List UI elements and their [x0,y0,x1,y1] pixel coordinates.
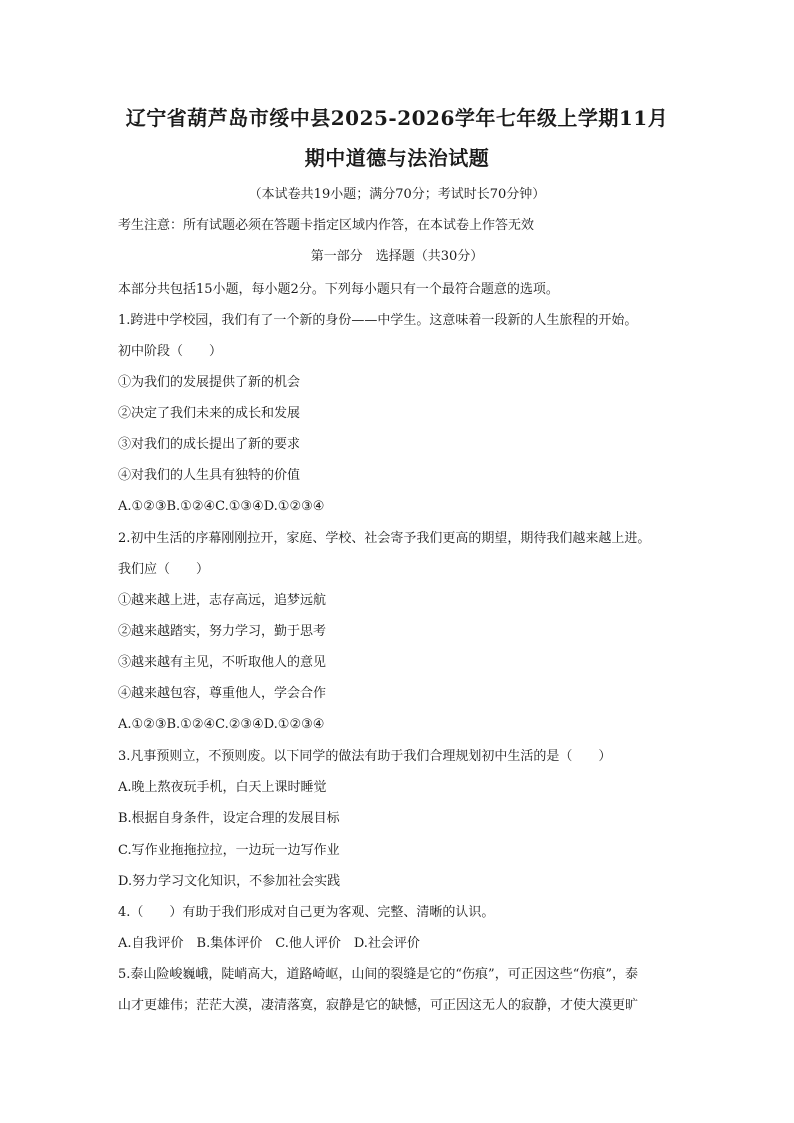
question-3-choice-c: C.写作业拖拖拉拉，一边玩一边写作业 [118,843,340,858]
question-2-item-2: ②越来越踏实，努力学习，勤于思考 [118,624,327,639]
exam-notice: 考生注意：所有试题必须在答题卡指定区域内作答，在本试卷上作答无效 [118,218,535,233]
question-5-stem-line-2: 山才更雄伟；茫茫大漠，凄清落寞，寂静是它的缺憾，可正因这无人的寂静，才使大漠更旷 [118,998,639,1013]
question-2-stem-line-2: 我们应（ ） [118,562,210,577]
part-heading: 第一部分 选择题（共30分） [310,249,484,264]
exam-title-line-2: 期中道德与法治试题 [304,146,490,170]
question-5-stem-line-1: 5.泰山险峻巍峨，陡峭高大，道路崎岖，山间的裂缝是它的“伤痕”，可正因这些“伤痕”，泰 [118,967,638,982]
question-3-stem: 3.凡事预则立，不预则废。以下同学的做法有助于我们合理规划初中生活的是（ ） [118,749,612,764]
question-4-stem: 4.（ ）有助于我们形成对自己更为客观、完整、清晰的认识。 [118,905,495,920]
question-1-options: A.①②③B.①②④C.①③④D.①②③④ [118,499,325,514]
question-1-item-3: ③对我们的成长提出了新的要求 [118,437,301,452]
question-3-choice-a: A.晚上熬夜玩手机，白天上课时睡觉 [118,780,327,795]
question-4-options: A.自我评价 B.集体评价 C.他人评价 D.社会评价 [118,936,420,951]
question-3-choice-d: D.努力学习文化知识，不参加社会实践 [118,874,341,889]
question-1-stem-line-1: 1.跨进中学校园，我们有了一个新的身份——中学生。这意味着一段新的人生旅程的开始。 [118,313,638,328]
question-3-choice-b: B.根据自身条件，设定合理的发展目标 [118,811,340,826]
question-2-item-1: ①越来越上进，志存高远，追梦远航 [118,593,327,608]
question-1-item-4: ④对我们的人生具有独特的价值 [118,468,301,483]
question-2-item-3: ③越来越有主见，不听取他人的意见 [118,655,327,670]
question-1-item-2: ②决定了我们未来的成长和发展 [118,406,301,421]
exam-title-line-1: 辽宁省葫芦岛市绥中县2025-2026学年七年级上学期11月 [125,106,669,130]
question-1-item-1: ①为我们的发展提供了新的机会 [118,375,301,390]
question-2-item-4: ④越来越包容，尊重他人，学会合作 [118,686,327,701]
question-1-stem-line-2: 初中阶段（ ） [118,344,223,359]
question-2-options: A.①②③B.①②④C.②③④D.①②③④ [118,717,325,732]
exam-info: （本试卷共19小题；满分70分；考试时长70分钟） [248,187,546,202]
question-2-stem-line-1: 2.初中生活的序幕刚刚拉开，家庭、学校、社会寄予我们更高的期望，期待我们越来越上进。 [118,531,651,546]
part-instructions: 本部分共包括15小题，每小题2分。下列每小题只有一个最符合题意的选项。 [118,282,559,297]
